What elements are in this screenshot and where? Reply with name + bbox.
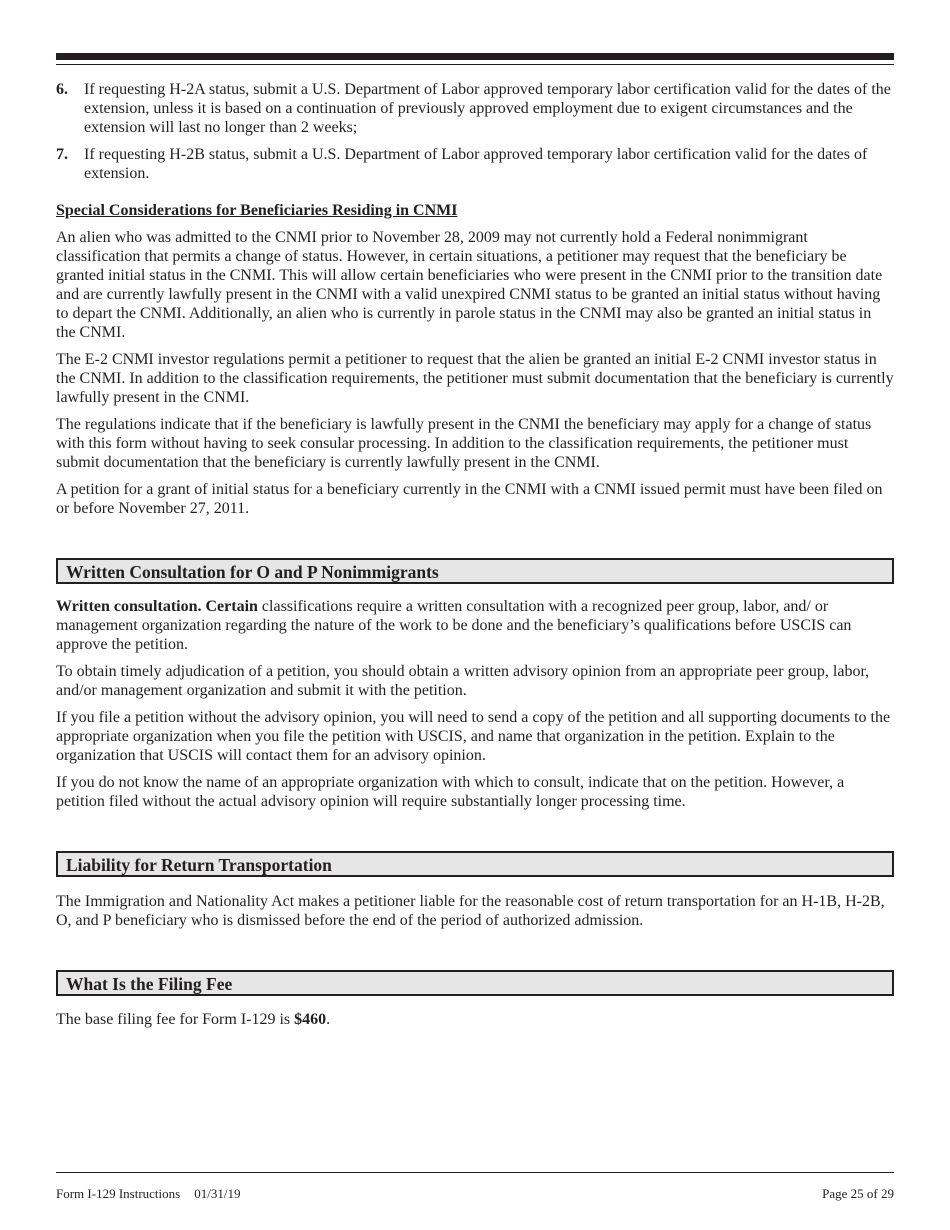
footer-form-name: Form I-129 Instructions	[56, 1186, 181, 1201]
liability-paragraph: The Immigration and Nationality Act makes a petitioner liable for the reasonable cost of return transportation for an H-1B, H-2B, O, and P beneficiary who is dismissed before the end of the period of authorized admission.	[56, 893, 885, 929]
filing-fee-amount: $460	[294, 1011, 327, 1028]
footer-rule	[56, 1172, 894, 1173]
footer-page-number: Page 25 of 29	[822, 1186, 894, 1201]
consultation-section-header: Written Consultation for O and P Nonimmigrants	[56, 558, 894, 584]
consultation-lead-text: classifications require a written consultation with a recognized peer group, labor, and/ or management organization regarding the nature of the work to be done and the beneficiary’s qualifications before USCIS can approve the petition.	[56, 598, 852, 653]
cnmi-paragraph: A petition for a grant of initial status for a beneficiary currently in the CNMI with a CNMI issued permit must have been filed on or before November 27, 2011.	[56, 481, 883, 517]
top-rule-thick	[56, 53, 894, 60]
consultation-paragraph: To obtain timely adjudication of a petition, you should obtain a written advisory opinion from an appropriate peer group, labor, and/or management organization and submit it with the petition.	[56, 663, 870, 699]
list-item-number: 6.	[56, 81, 68, 98]
cnmi-heading: Special Considerations for Beneficiaries Residing in CNMI	[56, 202, 458, 219]
consultation-lead-paragraph	[56, 597, 894, 654]
list-item-number: 7.	[56, 146, 68, 163]
filing-fee-section-header: What Is the Filing Fee	[56, 970, 894, 996]
filing-fee-paragraph	[56, 1010, 894, 1029]
list-item-text: If requesting H-2B status, submit a U.S. Department of Labor approved temporary labor certification valid for the dates of extension.	[84, 146, 868, 182]
cnmi-paragraph: An alien who was admitted to the CNMI prior to November 28, 2009 may not currently hold a Federal nonimmigrant classification that permits a change of status. However, in certain situations, a petitioner may request that the beneficiary be granted initial status in the CNMI. This will allow certain beneficiaries who were present in the CNMI prior to the transition date and are currently lawfully present in the CNMI with a valid unexpired CNMI status to be granted an initial status without having to depart the CNMI. Additionally, an alien who is currently in parole status in the CNMI may also be granted an initial status in the CNMI.	[56, 229, 883, 341]
list-item-text: If requesting H-2A status, submit a U.S. Department of Labor approved temporary labor certification valid for the dates of the extension, unless it is based on a continuation of previously approved employment due to exigent circumstances and the extension will last no longer than 2 weeks;	[84, 81, 891, 136]
document-page	[56, 0, 894, 1230]
cnmi-paragraph: The E-2 CNMI investor regulations permit a petitioner to request that the alien be granted an initial E-2 CNMI investor status in the CNMI. In addition to the classification requirements, the petitioner must submit documentation that the beneficiary is currently lawfully present in the CNMI.	[56, 351, 894, 406]
list-item-6	[56, 80, 894, 137]
footer-form-date: 01/31/19	[194, 1186, 241, 1201]
filing-fee-text: The base filing fee for Form I-129 is	[56, 1011, 295, 1028]
list-item-7	[56, 145, 894, 183]
consultation-paragraph: If you do not know the name of an appropriate organization with which to consult, indicate that on the petition. However, a petition filed without the actual advisory opinion will require substantially longer processing time.	[56, 774, 845, 810]
filing-fee-suffix: .	[326, 1011, 331, 1028]
liability-section-header: Liability for Return Transportation	[56, 851, 894, 877]
page-content	[56, 80, 894, 1037]
cnmi-paragraph: The regulations indicate that if the beneficiary is lawfully present in the CNMI the beneficiary may apply for a change of status with this form without having to seek consular processing. In addition to the classification requirements, the petitioner must submit documentation that the beneficiary is currently lawfully present in the CNMI.	[56, 416, 872, 471]
consultation-lead-bold: Written consultation. Certain	[56, 598, 258, 615]
footer-form-info	[56, 1186, 240, 1202]
consultation-paragraph: If you file a petition without the advisory opinion, you will need to send a copy of the petition and all supporting documents to the appropriate organization when you file the petition with USCIS, and name that organization in the petition. Explain to the organization that USCIS will contact them for an advisory opinion.	[56, 709, 891, 764]
top-rule-thin	[56, 64, 894, 65]
